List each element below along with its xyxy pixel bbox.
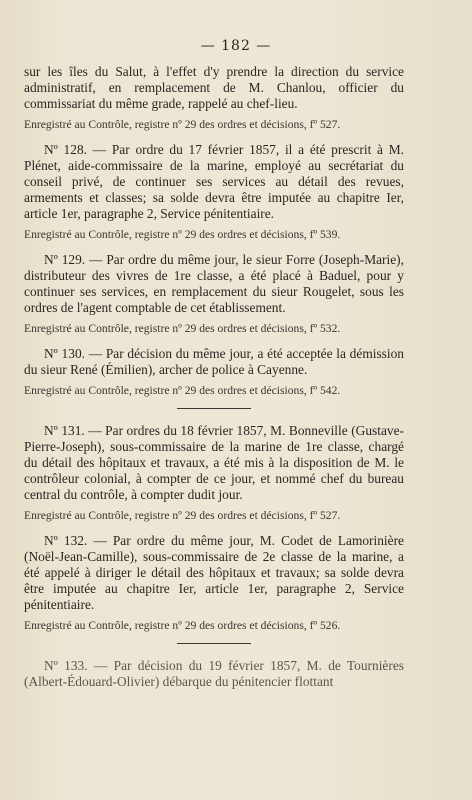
- note-130: [24, 346, 404, 398]
- note-132: [24, 533, 404, 633]
- note-continuation: [24, 64, 404, 132]
- note-body: Nº 131. — Par ordres du 18 février 1857, M. Bonneville (Gustave-Pierre-Joseph), sous-commissaire de la marine de 1re classe, chargé du détail des hôpitaux et travaux, a été mis à la disposition de M. le contrôleur colonial, à compter de ce jour, et nommé chef du bureau central du contrôle, à compter dudit jour.: [24, 423, 404, 502]
- note-body: Nº 132. — Par ordre du même jour, M. Codet de Lamorinière (Noël-Jean-Camille), sous-commissaire de 2e classe de la marine, a été appelé à diriger le détail des hôpitaux et travaux; sa solde devra être imputée au chapitre Ier, article 1er, paragraphe 2, Service pénitentiaire.: [24, 533, 404, 612]
- note-body: Nº 130. — Par décision du même jour, a été acceptée la démission du sieur René (Émilien), archer de police à Cayenne.: [24, 346, 404, 377]
- note-131: [24, 423, 404, 523]
- page-number: — 182 —: [200, 38, 272, 54]
- note-body: Nº 129. — Par ordre du même jour, le sieur Forre (Joseph-Marie), distributeur des vivres de 1re classe, a été placé à Baduel, pour y continuer ses services, en remplacement du sieur Rougelet, sous les ordres de l'agent comptable de cet établissement.: [24, 252, 404, 315]
- page-content: [24, 64, 404, 694]
- registry-line: Enregistré au Contrôle, registre nº 29 des ordres et décisions, fº 527.: [24, 509, 341, 522]
- section-divider: [177, 408, 251, 409]
- registry-line: Enregistré au Contrôle, registre nº 29 des ordres et décisions, fº 526.: [24, 619, 341, 632]
- note-body: Nº 128. — Par ordre du 17 février 1857, il a été prescrit à M. Plénet, aide-commissaire de la marine, employé au secrétariat du conseil privé, de continuer ses services au détail des revues, armements et classes; sa solde devra être imputée au chapitre Ier, article 1er, paragraphe 2, Service pénitentiaire.: [24, 142, 404, 221]
- section-divider: [177, 643, 251, 644]
- note-body: Nº 133. — Par décision du 19 février 1857, M. de Tournières (Albert-Édouard-Olivier) débarque du pénitencier flottant: [24, 658, 404, 689]
- note-129: [24, 252, 404, 336]
- note-128: [24, 142, 404, 242]
- note-133: [24, 658, 404, 690]
- registry-line: Enregistré au Contrôle, registre nº 29 des ordres et décisions, fº 532.: [24, 322, 341, 335]
- registry-line: Enregistré au Contrôle, registre nº 29 des ordres et décisions, fº 527.: [24, 118, 341, 131]
- registry-line: Enregistré au Contrôle, registre nº 29 des ordres et décisions, fº 539.: [24, 228, 341, 241]
- registry-line: Enregistré au Contrôle, registre nº 29 des ordres et décisions, fº 542.: [24, 384, 341, 397]
- note-body: sur les îles du Salut, à l'effet d'y prendre la direction du service administratif, en remplacement de M. Chanlou, officier du commissariat du même grade, rappelé au chef-lieu.: [24, 64, 404, 111]
